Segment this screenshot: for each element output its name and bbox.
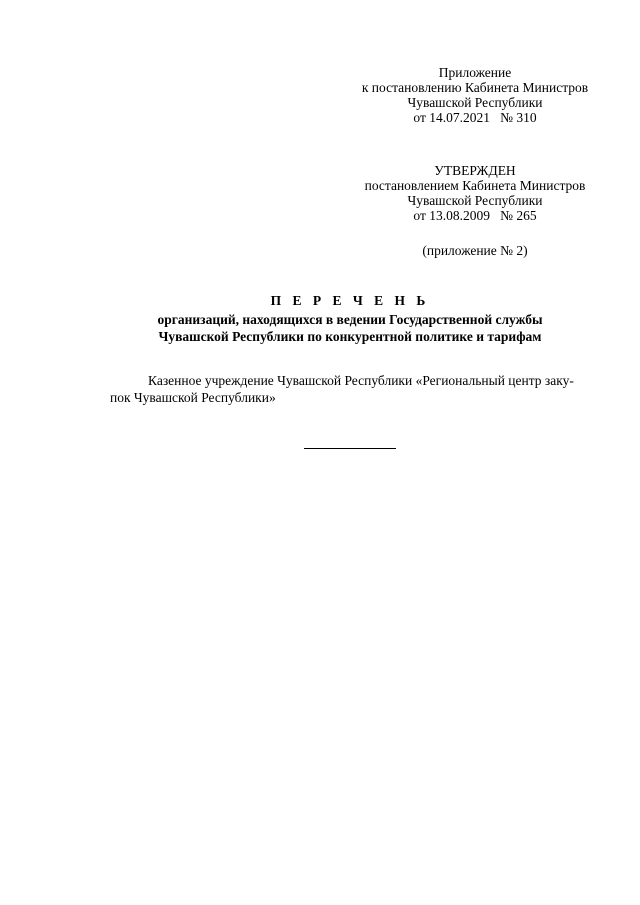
approved-line-1: УТВЕРЖДЕН (434, 163, 516, 178)
document-title (110, 292, 590, 345)
appendix-line-2: к постановлению Кабинета Министров (361, 80, 589, 95)
appendix-line-4: от 14.07.2021 № 310 (413, 110, 537, 125)
appendix-line-1: Приложение (438, 65, 512, 80)
title-line-1: организаций, находящихся в ведении Государственной службы (157, 312, 543, 327)
closing-rule (304, 448, 396, 449)
approved-line-3: Чувашской Республики (407, 193, 543, 208)
approved-line-4: от 13.08.2009 № 265 (413, 208, 537, 223)
body-line-1: Казенное учреждение Чувашской Республики «Региональный центр заку- (148, 373, 574, 388)
title-word: П Е Р Е Ч Е Н Ь (270, 293, 430, 308)
appendix-line-3: Чувашской Республики (407, 95, 543, 110)
title-line-2: Чувашской Республики по конкурентной политике и тарифам (158, 329, 542, 344)
body-paragraph (110, 372, 596, 406)
annex-note: (приложение № 2) (422, 243, 528, 258)
body-line-2: пок Чувашской Республики» (110, 390, 276, 405)
approved-line-2: постановлением Кабинета Министров (364, 178, 586, 193)
appendix-header (340, 65, 610, 125)
approved-header (340, 163, 610, 223)
